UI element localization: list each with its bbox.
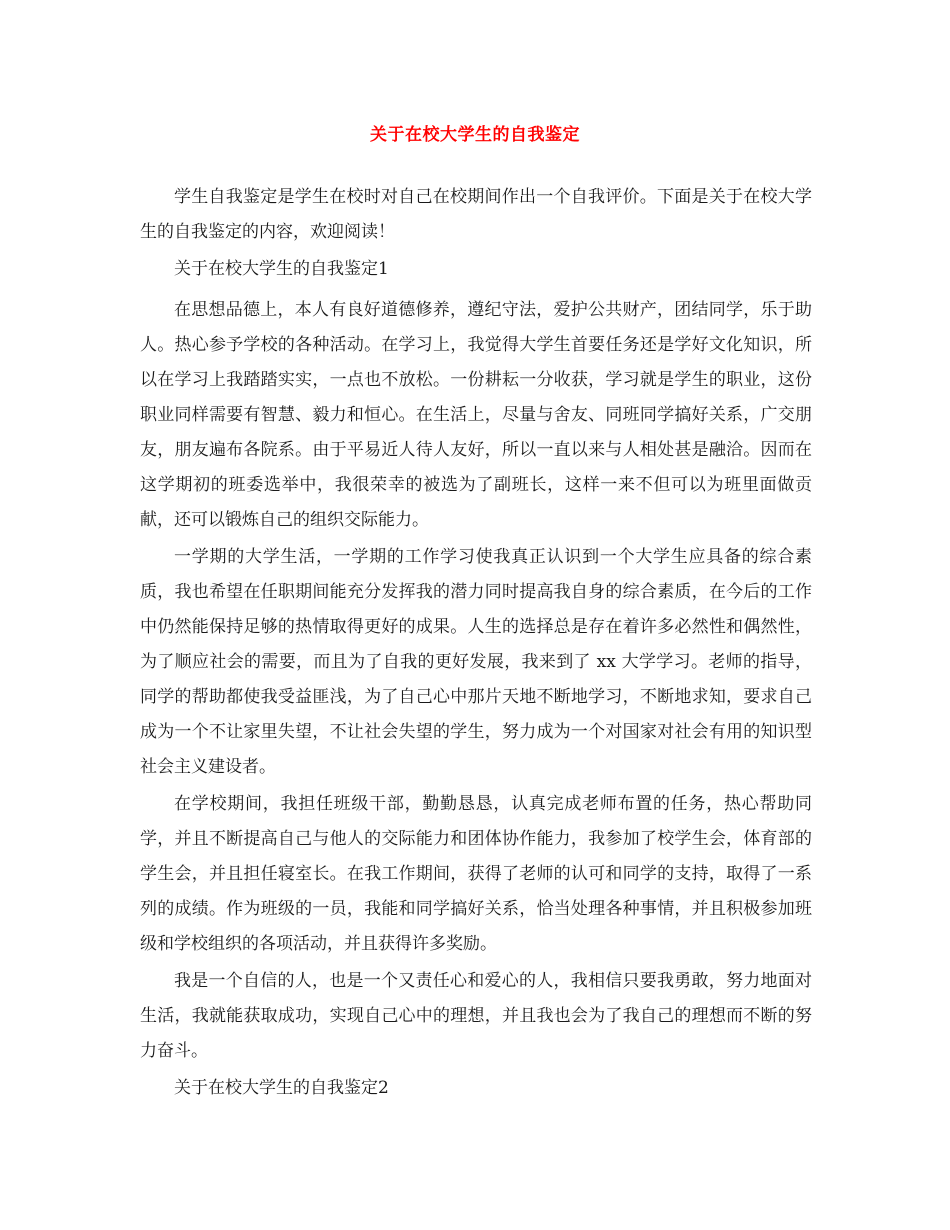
body-paragraph: 在思想品德上，本人有良好道德修养，遵纪守法，爱护公共财产，团结同学，乐于助人。热心参予学校的各种活动。在学习上，我觉得大学生首要任务还是学好文化知识，所以在学习上我踏踏实实，一点也不放松。一份耕耘一分收获，学习就是学生的职业，这份职业同样需要有智慧、毅力和恒心。在生活上，尽量与舍友、同班同学搞好关系，广交朋友，朋友遍布各院系。由于平易近人待人友好，所以一直以来与人相处甚是融洽。因而在这学期初的班委选举中，我很荣幸的被选为了副班长，这样一来不但可以为班里面做贡献，还可以锻炼自己的组织交际能力。 (140, 300, 812, 530)
intro-paragraph: 学生自我鉴定是学生在校时对自己在校期间作出一个自我评价。下面是关于在校大学生的自我鉴定的内容，欢迎阅读！ (140, 187, 812, 242)
document-body (140, 180, 812, 1112)
body-paragraph: 我是一个自信的人，也是一个又责任心和爱心的人，我相信只要我勇敢，努力地面对生活，我就能获取成功，实现自己心中的理想，并且我也会为了我自己的理想而不断的努力奋斗。 (140, 971, 812, 1061)
document-title: 关于在校大学生的自我鉴定 (370, 125, 580, 145)
section-heading-1: 关于在校大学生的自我鉴定1 (174, 259, 389, 279)
body-paragraph: 在学校期间，我担任班级干部，勤勤恳恳，认真完成老师布置的任务，热心帮助同学，并且不断提高自己与他人的交际能力和团体协作能力，我参加了校学生会，体育部的学生会，并且担任寝室长。在我工作期间，获得了老师的认可和同学的支持，取得了一系列的成绩。作为班级的一员，我能和同学搞好关系，恰当处理各种事情，并且积极参加班级和学校组织的各项活动，并且获得许多奖励。 (140, 794, 812, 954)
section-heading-2: 关于在校大学生的自我鉴定2 (174, 1078, 389, 1098)
body-paragraph: 一学期的大学生活，一学期的工作学习使我真正认识到一个大学生应具备的综合素质，我也希望在任职期间能充分发挥我的潜力同时提高我自身的综合素质，在今后的工作中仍然能保持足够的热情取得更好的成果。人生的选择总是存在着许多必然性和偶然性，为了顺应社会的需要，而且为了自我的更好发展，我来到了 xx 大学学习。老师的指导，同学的帮助都使我受益匪浅，为了自己心中那片天地不断地学习，不断地求知，要求自己成为一个不让家里失望，不让社会失望的学生，努力成为一个对国家对社会有用的知识型社会主义建设者。 (140, 547, 812, 777)
